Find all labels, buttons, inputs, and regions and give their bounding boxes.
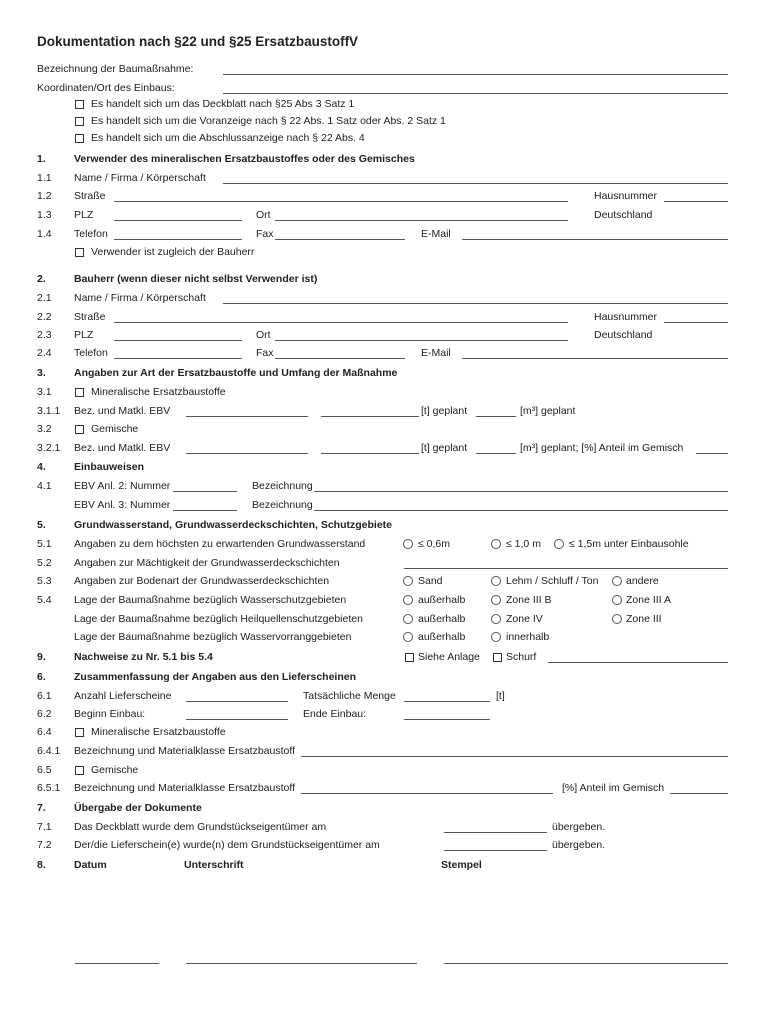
wasserschutz-zone3b-radio[interactable] [491, 595, 501, 605]
maechtigkeit-label: Angaben zur Mächtigkeit der Grundwasserdeckschichten [74, 557, 340, 569]
bauherr-hausnummer-label: Hausnummer [594, 311, 658, 323]
row-number: 5.3 [37, 575, 52, 587]
verwender-fax-input[interactable] [275, 239, 405, 240]
bauherr-ort-label: Ort [256, 329, 271, 341]
datum-input[interactable] [75, 963, 159, 964]
verwender-ort-input[interactable] [275, 220, 568, 221]
bauherr-telefon-label: Telefon [74, 347, 108, 359]
row-number: 1.1 [37, 172, 52, 184]
koordinaten-label: Koordinaten/Ort des Einbaus: [37, 82, 175, 94]
bauherr-fax-label: Fax [256, 347, 274, 359]
stempel-label: Stempel [441, 859, 482, 871]
bauherr-email-input[interactable] [462, 358, 728, 359]
anl3-bezeichnung-input[interactable] [314, 510, 728, 511]
gemische-m3-input[interactable] [476, 453, 516, 454]
verwender-telefon-label: Telefon [74, 228, 108, 240]
gemische-bez-input[interactable] [186, 453, 308, 454]
section-1-number: 1. [37, 153, 46, 165]
bodenart-lehm-label: Lehm / Schluff / Ton [506, 575, 599, 587]
section-4-heading: Einbauweisen [74, 461, 145, 473]
anl2-nummer-input[interactable] [173, 491, 237, 492]
bodenart-andere-label: andere [626, 575, 659, 587]
beginn-input[interactable] [186, 719, 288, 720]
verwender-ort-label: Ort [256, 209, 271, 221]
verwender-bauherr-label: Verwender ist zugleich der Bauherr [91, 246, 255, 258]
row-number: 2.4 [37, 347, 52, 359]
gemische-tonnen-input[interactable] [321, 453, 419, 454]
voranzeige-label: Es handelt sich um die Voranzeige nach § 22 Abs. 1 Satz oder Abs. 2 Satz 1 [91, 115, 446, 127]
section-7-heading: Übergabe der Dokumente [74, 802, 202, 814]
heilquellen-zone3-radio[interactable] [612, 614, 622, 624]
deckblatt-checkbox[interactable] [75, 100, 84, 109]
row-number: 3.2.1 [37, 442, 61, 454]
ende-input[interactable] [404, 719, 490, 720]
section-4-number: 4. [37, 461, 46, 473]
bauherr-ort-input[interactable] [275, 340, 568, 341]
row-number: 6.5.1 [37, 782, 61, 794]
voranzeige-checkbox[interactable] [75, 117, 84, 126]
row-number: 7.2 [37, 839, 52, 851]
unterschrift-label: Unterschrift [184, 859, 244, 871]
grundwasserstand-label: Angaben zu dem höchsten zu erwartenden Grundwasserstand [74, 538, 366, 550]
bauherr-land: Deutschland [594, 329, 653, 341]
wasserschutz-zone3a-label: Zone III A [626, 594, 671, 606]
verwender-name-label: Name / Firma / Körperschaft [74, 172, 206, 184]
mineral-bez-input[interactable] [186, 416, 308, 417]
section-8-number: 8. [37, 859, 46, 871]
row-number: 6.4 [37, 726, 52, 738]
lieferschein-anteil-input[interactable] [670, 793, 728, 794]
section-9-heading: Nachweise zu Nr. 5.1 bis 5.4 [74, 651, 213, 663]
lieferschein-mineral-bez-input[interactable] [301, 756, 728, 757]
vorrang-innerhalb-radio[interactable] [491, 632, 501, 642]
row-number: 1.4 [37, 228, 52, 240]
verwender-land: Deutschland [594, 209, 653, 221]
verwender-email-input[interactable] [462, 239, 728, 240]
lieferschein-uebergabe-input[interactable] [444, 850, 547, 851]
bauherr-plz-label: PLZ [74, 329, 94, 341]
mineral-ersatzbaustoffe-checkbox[interactable] [75, 388, 84, 397]
bauherr-strasse-label: Straße [74, 311, 106, 323]
lieferschein-gemische-label: Gemische [91, 764, 139, 776]
gemische-m3-label: [m³] geplant; [%] Anteil im Gemisch [520, 442, 684, 454]
bauherr-fax-input[interactable] [275, 358, 405, 359]
anzahl-lieferscheine-label: Anzahl Lieferscheine [74, 690, 172, 702]
deckblatt-uebergabe-input[interactable] [444, 832, 547, 833]
row-number: 6.5 [37, 764, 52, 776]
grundwasser-15-label: ≤ 1,5m unter Einbausohle [569, 538, 689, 550]
bauherr-telefon-input[interactable] [114, 358, 242, 359]
row-number: 1.3 [37, 209, 52, 221]
grundwasser-06-label: ≤ 0,6m [418, 538, 451, 550]
menge-input[interactable] [404, 701, 490, 702]
bodenart-sand-label: Sand [418, 575, 443, 587]
row-number: 5.2 [37, 557, 52, 569]
vorrang-ausserhalb-label: außerhalb [418, 631, 466, 643]
row-number: 6.1 [37, 690, 52, 702]
heilquellen-label: Lage der Baumaßnahme bezüglich Heilquellenschutzgebieten [74, 613, 363, 625]
row-number: 2.3 [37, 329, 52, 341]
verwender-hausnummer-label: Hausnummer [594, 190, 658, 202]
row-number: 5.4 [37, 594, 52, 606]
section-1-heading: Verwender des mineralischen Ersatzbaustoffes oder des Gemisches [74, 153, 415, 165]
bodenart-sand-radio[interactable] [403, 576, 413, 586]
verwender-plz-label: PLZ [74, 209, 94, 221]
row-number: 3.2 [37, 423, 52, 435]
gemische-label: Gemische [91, 423, 139, 435]
mineral-bez-label: Bez. und Matkl. EBV [74, 405, 171, 417]
bodenart-andere-radio[interactable] [612, 576, 622, 586]
bauherr-strasse-input[interactable] [114, 322, 568, 323]
bauherr-email-label: E-Mail [421, 347, 451, 359]
row-number: 2.2 [37, 311, 52, 323]
menge-unit: [t] [496, 690, 505, 702]
schurf-checkbox[interactable] [493, 653, 502, 662]
wasserschutz-zone3b-label: Zone III B [506, 594, 552, 606]
grundwasser-10-radio[interactable] [491, 539, 501, 549]
section-6-heading: Zusammenfassung der Angaben aus den Lieferscheinen [74, 671, 357, 683]
stempel-area[interactable] [444, 963, 728, 964]
bauherr-hausnummer-input[interactable] [664, 322, 728, 323]
gemische-checkbox[interactable] [75, 425, 84, 434]
lieferschein-gemische-checkbox[interactable] [75, 766, 84, 775]
wasserschutz-label: Lage der Baumaßnahme bezüglich Wasserschutzgebieten [74, 594, 347, 606]
row-number: 6.2 [37, 708, 52, 720]
mineral-ersatzbaustoffe-label: Mineralische Ersatzbaustoffe [91, 386, 226, 398]
section-5-heading: Grundwasserstand, Grundwasserdeckschichten, Schutzgebiete [74, 519, 393, 531]
lieferschein-mineral-bez-label: Bezeichnung und Materialklasse Ersatzbaustoff [74, 745, 296, 757]
gemische-anteil-input[interactable] [696, 453, 728, 454]
siehe-anlage-label: Siehe Anlage [418, 651, 480, 663]
mineral-m3-input[interactable] [476, 416, 516, 417]
bodenart-label: Angaben zur Bodenart der Grundwasserdeckschichten [74, 575, 330, 587]
schurf-input[interactable] [548, 662, 728, 663]
anzahl-lieferscheine-input[interactable] [186, 701, 288, 702]
anl2-bezeichnung-label: Bezeichnung [252, 480, 313, 492]
anl2-bezeichnung-input[interactable] [314, 491, 728, 492]
verwender-fax-label: Fax [256, 228, 274, 240]
lieferschein-mineral-label: Mineralische Ersatzbaustoffe [91, 726, 226, 738]
vorrang-ausserhalb-radio[interactable] [403, 632, 413, 642]
row-number: 7.1 [37, 821, 52, 833]
verwender-hausnummer-input[interactable] [664, 201, 728, 202]
section-3-heading: Angaben zur Art der Ersatzbaustoffe und Umfang der Maßnahme [74, 367, 398, 379]
gemische-tonnen-label: [t] geplant [421, 442, 468, 454]
wasserschutz-ausserhalb-label: außerhalb [418, 594, 466, 606]
section-5-number: 5. [37, 519, 46, 531]
section-2-heading: Bauherr (wenn dieser nicht selbst Verwender ist) [74, 273, 318, 285]
page-title: Dokumentation nach §22 und §25 ErsatzbaustoffV [37, 34, 359, 49]
section-2-number: 2. [37, 273, 46, 285]
heilquellen-ausserhalb-label: außerhalb [418, 613, 466, 625]
section-6-number: 6. [37, 671, 46, 683]
deckblatt-uebergeben: übergeben. [552, 821, 606, 833]
abschlussanzeige-checkbox[interactable] [75, 134, 84, 143]
vorrang-label: Lage der Baumaßnahme bezüglich Wasservorranggebieten [74, 631, 352, 643]
verwender-email-label: E-Mail [421, 228, 451, 240]
ende-label: Ende Einbau: [303, 708, 367, 720]
lieferschein-uebergeben: übergeben. [552, 839, 606, 851]
siehe-anlage-checkbox[interactable] [405, 653, 414, 662]
section-9-number: 9. [37, 651, 46, 663]
bauherr-name-input[interactable] [223, 303, 728, 304]
heilquellen-zone4-label: Zone IV [506, 613, 543, 625]
heilquellen-zone3-label: Zone III [626, 613, 662, 625]
row-number: 5.1 [37, 538, 52, 550]
vorrang-innerhalb-label: innerhalb [506, 631, 550, 643]
verwender-telefon-input[interactable] [114, 239, 242, 240]
datum-label: Datum [74, 859, 107, 871]
deckblatt-label: Es handelt sich um das Deckblatt nach §25 Abs 3 Satz 1 [91, 98, 355, 110]
mineral-tonnen-label: [t] geplant [421, 405, 468, 417]
mineral-m3-label: [m³] geplant [520, 405, 576, 417]
lieferschein-uebergabe-label: Der/die Lieferschein(e) wurde(n) dem Grundstückseigentümer am [74, 839, 380, 851]
verwender-strasse-label: Straße [74, 190, 106, 202]
grundwasser-06-radio[interactable] [403, 539, 413, 549]
koordinaten-input[interactable] [223, 93, 728, 94]
abschlussanzeige-label: Es handelt sich um die Abschlussanzeige nach § 22 Abs. 4 [91, 132, 365, 144]
verwender-bauherr-checkbox[interactable] [75, 248, 84, 257]
schurf-label: Schurf [506, 651, 537, 663]
anl2-label: EBV Anl. 2: Nummer [74, 480, 171, 492]
bodenart-lehm-radio[interactable] [491, 576, 501, 586]
section-3-number: 3. [37, 367, 46, 379]
lieferschein-gemische-bez-input[interactable] [301, 793, 553, 794]
wasserschutz-ausserhalb-radio[interactable] [403, 595, 413, 605]
menge-label: Tatsächliche Menge [303, 690, 396, 702]
unterschrift-input[interactable] [186, 963, 417, 964]
bauherr-name-label: Name / Firma / Körperschaft [74, 292, 206, 304]
maechtigkeit-input[interactable] [404, 568, 728, 569]
gemische-bez-label: Bez. und Matkl. EBV [74, 442, 171, 454]
grundwasser-10-label: ≤ 1,0 m [506, 538, 541, 550]
deckblatt-uebergabe-label: Das Deckblatt wurde dem Grundstückseigentümer am [74, 821, 327, 833]
row-number: 3.1 [37, 386, 52, 398]
row-number: 1.2 [37, 190, 52, 202]
anl3-bezeichnung-label: Bezeichnung [252, 499, 313, 511]
verwender-strasse-input[interactable] [114, 201, 568, 202]
lieferschein-anteil-label: [%] Anteil im Gemisch [562, 782, 665, 794]
row-number: 3.1.1 [37, 405, 61, 417]
anl3-label: EBV Anl. 3: Nummer [74, 499, 171, 511]
row-number: 4.1 [37, 480, 52, 492]
wasserschutz-zone3a-radio[interactable] [612, 595, 622, 605]
bezeichnung-input[interactable] [223, 74, 728, 75]
beginn-label: Beginn Einbau: [74, 708, 146, 720]
bezeichnung-label: Bezeichnung der Baumaßnahme: [37, 63, 194, 75]
lieferschein-gemische-bez-label: Bezeichnung und Materialklasse Ersatzbaustoff [74, 782, 296, 794]
anl3-nummer-input[interactable] [173, 510, 237, 511]
heilquellen-zone4-radio[interactable] [491, 614, 501, 624]
row-number: 6.4.1 [37, 745, 61, 757]
grundwasser-15-radio[interactable] [554, 539, 564, 549]
section-7-number: 7. [37, 802, 46, 814]
heilquellen-ausserhalb-radio[interactable] [403, 614, 413, 624]
verwender-plz-input[interactable] [114, 220, 242, 221]
verwender-name-input[interactable] [223, 183, 728, 184]
lieferschein-mineral-checkbox[interactable] [75, 728, 84, 737]
mineral-tonnen-input[interactable] [321, 416, 419, 417]
bauherr-plz-input[interactable] [114, 340, 242, 341]
row-number: 2.1 [37, 292, 52, 304]
